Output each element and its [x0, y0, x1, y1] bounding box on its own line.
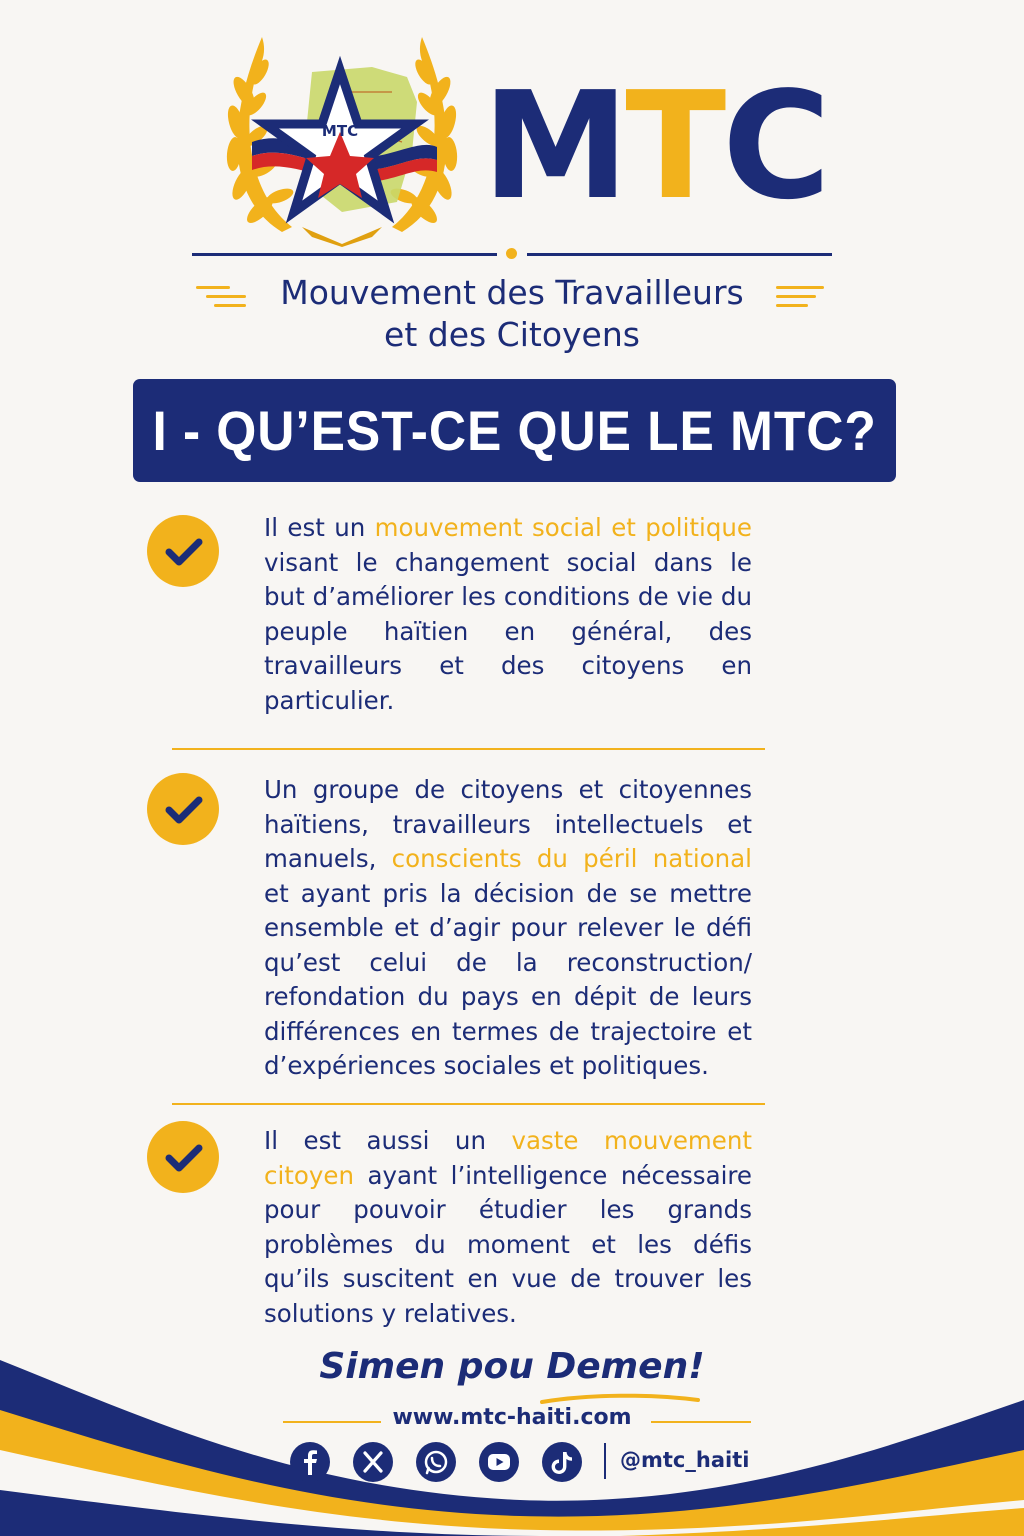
section-divider [172, 748, 765, 750]
emblem-label: MTC [321, 122, 359, 140]
whatsapp-icon[interactable] [416, 1442, 456, 1482]
page-title: I - QU’EST-CE QUE LE MTC? [152, 399, 877, 462]
slogan-underline [540, 1392, 700, 1406]
item-3-text-after: ayant l’intelligence nécessaire pour pouvoir étudier les grands problèmes du moment et les défis qu’ils suscitent en vue de trouver les solutions y relatives. [264, 1160, 752, 1328]
brand-letter-c: C [722, 60, 827, 232]
decorative-stripes-right [776, 284, 828, 310]
tiktok-icon[interactable] [542, 1442, 582, 1482]
item-2-highlight: conscients du péril national [391, 844, 752, 873]
item-1-text-after: visant le changement social dans le but d’améliorer les conditions de vie du peuple haïtien en général, des travailleurs et des citoyens en particulier. [264, 547, 752, 715]
brand-letter-m: M [482, 60, 626, 232]
facebook-icon[interactable] [290, 1442, 330, 1482]
item-text-3 [264, 1124, 752, 1331]
mtc-emblem-logo [222, 32, 462, 247]
movement-name-line1: Mouvement des Travailleurs [280, 273, 744, 312]
divider-dot [506, 248, 517, 259]
x-icon[interactable] [353, 1442, 393, 1482]
item-2-text-before: Un groupe de citoyens et citoyennes haïtiens, travailleurs intellectuels et manuels, [264, 775, 752, 873]
movement-full-name [252, 272, 772, 356]
brand-wordmark [482, 60, 827, 232]
item-text-2 [264, 773, 752, 1084]
check-icon [147, 515, 219, 587]
decorative-stripes-left [196, 284, 248, 310]
social-handle[interactable]: @mtc_haiti [620, 1448, 750, 1472]
item-1-highlight: mouvement social et politique [374, 513, 752, 542]
brand-letter-t: T [625, 60, 723, 232]
social-separator [604, 1443, 606, 1479]
title-banner [133, 379, 896, 482]
website-divider-right [651, 1421, 751, 1423]
youtube-icon[interactable] [479, 1442, 519, 1482]
header-divider [192, 253, 832, 255]
movement-name-line2: et des Citoyens [384, 315, 640, 354]
item-2-text-after: et ayant pris la décision de se mettre ensemble et d’agir pour relever le défi qu’est celui de la reconstruction/ refondation du pays en dépit de leurs différences en termes de trajectoire et d’expériences sociales et politiques. [264, 878, 752, 1080]
item-3-text-before: Il est aussi un [264, 1126, 512, 1155]
slogan: Simen pou Demen! [319, 1346, 705, 1387]
check-icon [147, 773, 219, 845]
section-divider [172, 1103, 765, 1105]
website-link[interactable]: www.mtc-haiti.com [392, 1405, 632, 1430]
item-text-1 [264, 511, 752, 718]
check-icon [147, 1121, 219, 1193]
item-3-highlight: vaste mouvement citoyen [264, 1126, 753, 1190]
item-1-text-before: Il est un [264, 513, 375, 542]
